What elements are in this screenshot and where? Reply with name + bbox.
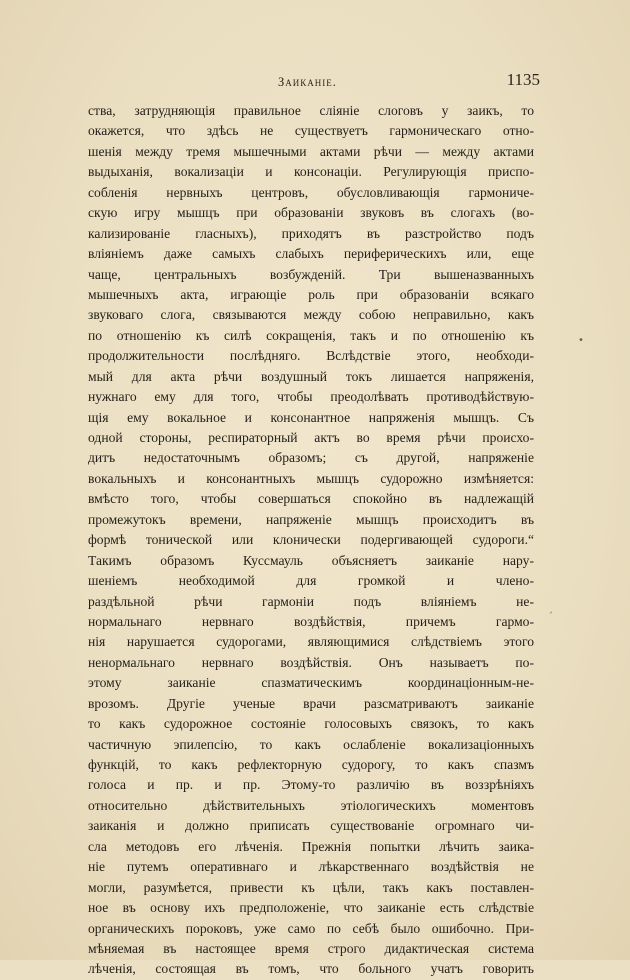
text-line: ства, затрудняющія правильное сліяніе слоговъ у заикъ, то [88,103,534,118]
text-line: мышечныхъ акта, играющіе роль при образованіи всякаго [88,286,534,302]
text-line: выдыханія, вокализаціи и консонаціи. Регулирующія приспо- [88,164,534,180]
text-line: продолжительности послѣдняго. Вслѣдствіе этого, необходи- [88,348,534,364]
text-line: частичную эпилепсію, то какъ ослабленіе вокализаціонныхъ [88,736,534,752]
text-line: голоса и пр. и пр. Этому-то различію въ воззрѣніяхъ [88,777,534,793]
page-header [88,70,540,92]
text-line: собленія нервныхъ центровъ, обусловливающія гармониче- [88,184,534,200]
text-line: ное въ основу ихъ предположеніе, что заиканіе есть слѣдствіе [88,900,534,916]
text-line: вмѣсто того, чтобы совершаться спокойно въ надлежащій [88,491,534,507]
text-line: кализированіе гласныхъ), приходятъ въ разстройство подъ [88,225,534,241]
text-line: промежутокъ времени, напряженіе мышцъ происходитъ въ [88,511,534,527]
text-line: то какъ судорожное состояніе голосовыхъ связокъ, то какъ [88,716,534,732]
text-line: одной стороны, респираторный актъ во время рѣчи происхо- [88,430,534,445]
text-line: сла методовъ его лѣченія. Прежнія попытки лѣчить заика- [88,838,534,854]
text-line: нормальнаго нервнаго воздѣйствія, причемъ гармо- [88,613,534,629]
text-line: ніе путемъ оперативнаго и лѣкарственнаго воздѣйствія не [88,859,534,875]
text-line: относительно дѣйствительныхъ этіологическихъ моментовъ [88,797,534,813]
page-number: 1135 [506,70,540,89]
text-line: ненормальнаго нервнаго воздѣйствія. Онъ называетъ по- [88,654,534,670]
text-line: дитъ недостаточнымъ образомъ; съ другой, напряженіе [88,450,534,466]
text-line: функцій, то какъ рефлекторную судорогу, то какъ спазмъ [88,757,534,772]
text-line: нужнаго ему для того, чтобы преодолѣвать противодѣйствую- [88,389,534,405]
text-line: вокальныхъ и консонантныхъ мышцъ судорожно измѣняется: [88,470,534,486]
text-line: звуковаго слога, связываются между собою неправильно, какъ [88,307,534,323]
paper-speck: ˏ [548,603,553,614]
text-line: чаще, центральныхъ возбужденій. Три вышеназванныхъ [88,266,534,282]
running-head: Заиканіе. [278,75,337,89]
text-line: органическихъ пороковъ, уже само по себѣ было ошибочно. При- [88,920,534,936]
text-line: мѣняемая въ настоящее время строго дидактическая система [88,940,534,956]
text-line: этому заиканіе спазматическимъ координаціонным-не- [88,675,534,691]
text-line: раздѣльной рѣчи гармоніи подъ вліяніемъ не- [88,593,534,609]
text-line: окажется, что здѣсь не существуетъ гармоническаго отно- [88,123,534,139]
paper-speck: • [578,335,584,346]
text-line: формѣ тонической или клонически подергивающей судороги.“ [88,532,534,548]
text-line: шенія между тремя мышечными актами рѣчи — между актами [88,143,534,159]
text-line: мый для акта рѣчи воздушный токъ лишается напряженія, [88,368,534,384]
body-text [88,101,534,980]
text-line: могли, разумѣется, привести къ цѣли, такъ какъ поставлен- [88,879,534,895]
text-line: шеніемъ необходимой для громкой и члено- [88,573,534,589]
text-line: вліяніемъ даже самыхъ слабыхъ периферическихъ или, еще [88,246,534,262]
text-line: Такимъ образомъ Куссмауль объясняетъ заиканіе нару- [88,552,534,568]
text-line: скую игру мышцъ при образованіи звуковъ въ слогахъ (во- [88,205,534,221]
text-line: лѣченія, состоящая въ томъ, что больного учатъ говорить [88,961,534,977]
text-line: нія нарушается судорогами, являющимися слѣдствіемъ этого [88,634,534,650]
text-line: по отношенію къ силѣ сокращенія, такъ и по отношенію къ [88,327,534,343]
text-line: заиканія и должно приписать существованіе огромнаго чи- [88,818,534,834]
text-line: врозомъ. Другіе ученые врачи разсматриваютъ заиканіе [88,695,534,711]
text-line: щія ему вокальное и консонантное напряженія мышцъ. Съ [88,409,534,425]
